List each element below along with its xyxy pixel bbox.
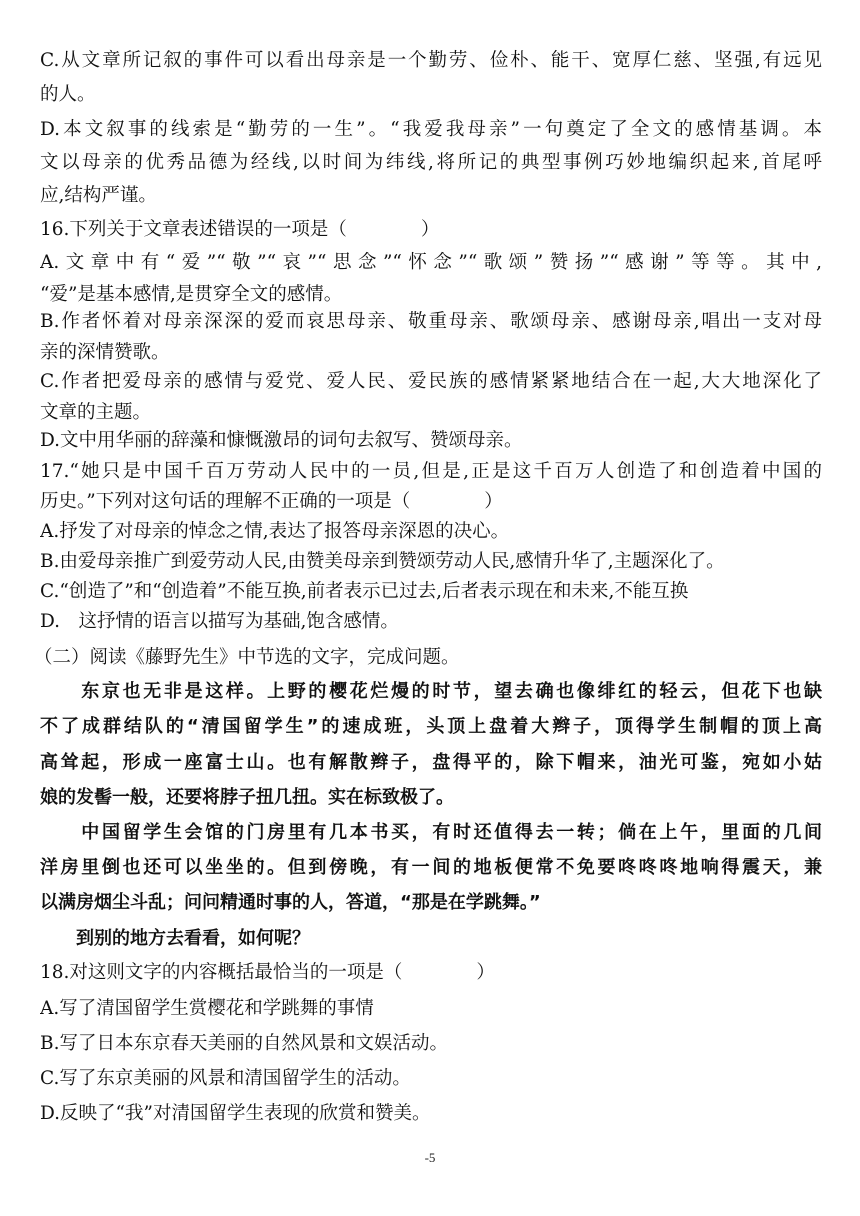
q16-option-a-line-2: “爱”是基本感情,是贯穿全文的感情。 [40,284,343,305]
passage-p1-line-1: 东京也无非是这样。上野的樱花烂熳的时节，望去确也像绯红的轻云，但花下也缺 [40,681,822,702]
q17-option-b: B.由爱母亲推广到爱劳动人民,由赞美母亲到赞颂劳动人民,感情升华了,主题深化了。 [40,551,725,572]
question-17-stem-line-2: 历史。”下列对这句话的理解不正确的一项是（ ） [40,491,503,512]
passage-p2-line-3: 以满房烟尘斗乱；问问精通时事的人，答道，“那是在学跳舞。” [40,892,541,913]
option-c-line-1: C.从文章所记叙的事件可以看出母亲是一个勤劳、俭朴、能干、宽厚仁慈、坚强,有远见 [40,50,822,71]
passage-p1-line-3: 高耸起，形成一座富士山。也有解散辫子，盘得平的，除下帽来，油光可鉴，宛如小姑 [40,752,822,773]
q16-option-d: D.文中用华丽的辞藻和慷慨激昂的词句去叙写、赞颂母亲。 [40,430,523,451]
passage-p2-line-1: 中国留学生会馆的门房里有几本书买，有时还值得去一转；倘在上午，里面的几间 [40,822,822,843]
section-heading: （二）阅读《藤野先生》中节选的文字，完成问题。 [34,647,460,668]
q16-option-c-line-1: C.作者把爱母亲的感情与爱党、爱人民、爱民族的感情紧紧地结合在一起,大大地深化了 [40,371,822,392]
q17-option-d: D. 这抒情的语言以描写为基础,饱含感情。 [40,611,399,632]
q16-option-a-line-1: A.文章中有“爱”“敬”“哀”“思念”“怀念”“歌颂”赞扬”“感谢”等等。其中, [40,252,822,273]
q18-option-c: C.写了东京美丽的风景和清国留学生的活动。 [40,1068,411,1089]
option-d-line-2: 文以母亲的优秀品德为经线,以时间为纬线,将所记的典型事例巧妙地编织起来,首尾呼 [40,152,822,173]
question-17-stem-line-1: 17.“她只是中国千百万劳动人民中的一员,但是,正是这千百万人创造了和创造着中国的 [40,461,822,482]
q16-option-c-line-2: 文章的主题。 [40,402,152,423]
passage-p3: 到别的地方去看看，如何呢？ [40,928,310,949]
q18-option-a: A.写了清国留学生赏樱花和学跳舞的事情 [40,998,374,1019]
option-d-line-3: 应,结构严谨。 [40,185,157,206]
passage-p1-line-2: 不了成群结队的“清国留学生”的速成班，头顶上盘着大辫子，顶得学生制帽的顶上高 [40,716,822,737]
passage-p1-line-4: 娘的发髻一般，还要将脖子扭几扭。实在标致极了。 [40,787,454,808]
q17-option-a: A.抒发了对母亲的悼念之情,表达了报答母亲深恩的决心。 [40,521,510,542]
q16-option-b-line-2: 亲的深情赞歌。 [40,342,170,363]
q18-option-b: B.写了日本东京春天美丽的自然风景和文娱活动。 [40,1033,448,1054]
q18-option-d: D.反映了“我”对清国留学生表现的欣赏和赞美。 [40,1103,431,1124]
q17-option-c: C.“创造了”和“创造着”不能互换,前者表示已过去,后者表示现在和未来,不能互换 [40,581,689,602]
passage-p2-line-2: 洋房里倒也还可以坐坐的。但到傍晚，有一间的地板便常不免要咚咚咚地响得震天，兼 [40,857,822,878]
option-d-line-1: D.本文叙事的线索是“勤劳的一生”。“我爱我母亲”一句奠定了全文的感情基调。本 [40,119,822,140]
page-number: -5 [424,1150,436,1165]
option-c-line-2: 的人。 [40,84,96,105]
question-16-stem: 16.下列关于文章表述错误的一项是（ ） [40,219,440,240]
q16-option-b-line-1: B.作者怀着对母亲深深的爱而哀思母亲、敬重母亲、歌颂母亲、感谢母亲,唱出一支对母 [40,311,822,332]
question-18-stem: 18.对这则文字的内容概括最恰当的一项是（ ） [40,962,495,983]
